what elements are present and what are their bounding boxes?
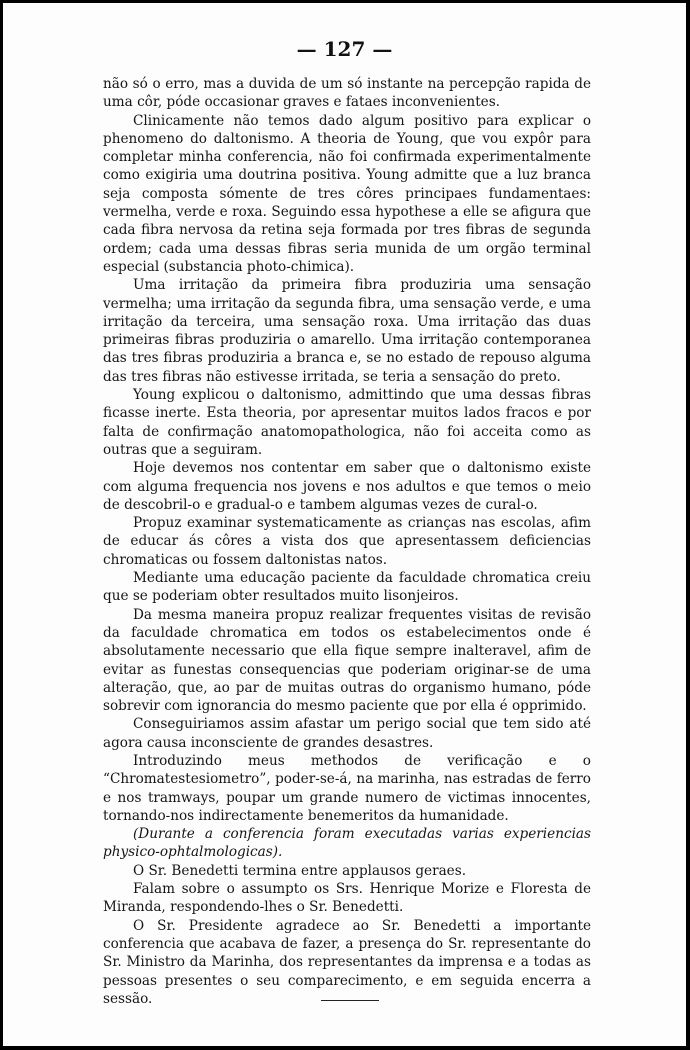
paragraph: Hoje devemos nos contentar em saber que o daltonismo existe com alguma frequencia nos jovens e nos adultos e que temos o meio de descobril-o e gradual-o e tambem algumas vezes de cural-o.	[103, 460, 591, 513]
end-rule	[321, 1000, 379, 1001]
paragraph: Mediante uma educação paciente da faculdade chromatica creiu que se poderiam obter resultados muito lisonjeiros.	[103, 570, 591, 605]
paragraph: Uma irritação da primeira fibra produziria uma sensação vermelha; uma irritação da segunda fibra, uma sensação verde, e uma irritação da terceira, uma sensação roxa. Uma irritação das duas primeiras fibras produziria o amarello. Uma irritação contemporanea das tres fibras produziria a branca e, se no estado de repouso alguma das tres fibras não estivesse irritada, se teria a sensação do preto.	[103, 277, 591, 385]
paragraph: O Sr. Presidente agradece ao Sr. Benedetti a importante conferencia que acabava de fazer, a presença do Sr. representante do Sr. Ministro da Marinha, dos representantes da imprensa e a todas as pessoas presentes o seu comparecimento, e em seguida encerra a sessão.	[103, 917, 591, 1007]
paragraph: Introduzindo meus methodos de verificação e o “Chromatestesiometro”, poder-se-á, na marinha, nas estradas de ferro e nos tramways, poupar um grande numero de victimas innocentes, tornando-nos indirectamente benemeritos da humanidade.	[103, 752, 591, 824]
paragraph: Young explicou o daltonismo, admittindo que uma dessas fibras ficasse inerte. Esta theoria, por apresentar muitos lados fracos e por falta de confirmação anatomopathologica, não foi acceita como as outras que a seguiram.	[103, 387, 591, 458]
paragraph: não só o erro, mas a duvida de um só instante na percepção rapida de uma côr, póde occasionar graves e fataes inconvenientes.	[103, 76, 591, 111]
paragraph-italic-note: (Durante a conferencia foram executadas varias experiencias physico-ophtalmologicas).	[103, 826, 591, 861]
page-number: — 127 —	[296, 37, 393, 61]
paragraph: Da mesma maneira propuz realizar frequentes visitas de revisão da faculdade chromatica em todos os estabelecimentos onde é absolutamente necessario que ella fique sempre inalteravel, afim de evitar as funestas consequencias que poderiam originar-se de uma alteração, que, ao par de muitas outras do organismo humano, póde sobrevir com ignorancia do mesmo paciente que por ella é opprimido.	[103, 606, 591, 715]
book-page	[3, 3, 686, 1046]
paragraph: Clinicamente não temos dado algum positivo para explicar o phenomeno do daltonismo. A theoria de Young, que vou expôr para completar minha conferencia, não foi confirmada experimentalmente como exigiria uma doutrina positiva. Young admitte que a luz branca seja composta sómente de tres côres principaes fundamentaes: vermelha, verde e roxa. Seguindo essa hypothese a elle se afigura que cada fibra nervosa da retina seja formada por tres fibras de segunda ordem; cada uma dessas fibras seria munida de um orgão terminal especial (substancia photo-chimica).	[103, 112, 591, 275]
paragraph: Propuz examinar systematicamente as crianças nas escolas, afim de educar ás côres a vista dos que apresentassem deficiencias chromaticas ou fossem daltonistas natos.	[103, 515, 591, 568]
paragraph: Conseguiriamos assim afastar um perigo social que tem sido até agora causa inconsciente de grandes desastres.	[103, 716, 591, 751]
body-text	[103, 75, 591, 1008]
paragraph: O Sr. Benedetti termina entre applausos geraes.	[133, 862, 467, 879]
paragraph: Falam sobre o assumpto os Srs. Henrique Morize e Floresta de Miranda, respondendo-lhes o Sr. Benedetti.	[103, 881, 591, 916]
